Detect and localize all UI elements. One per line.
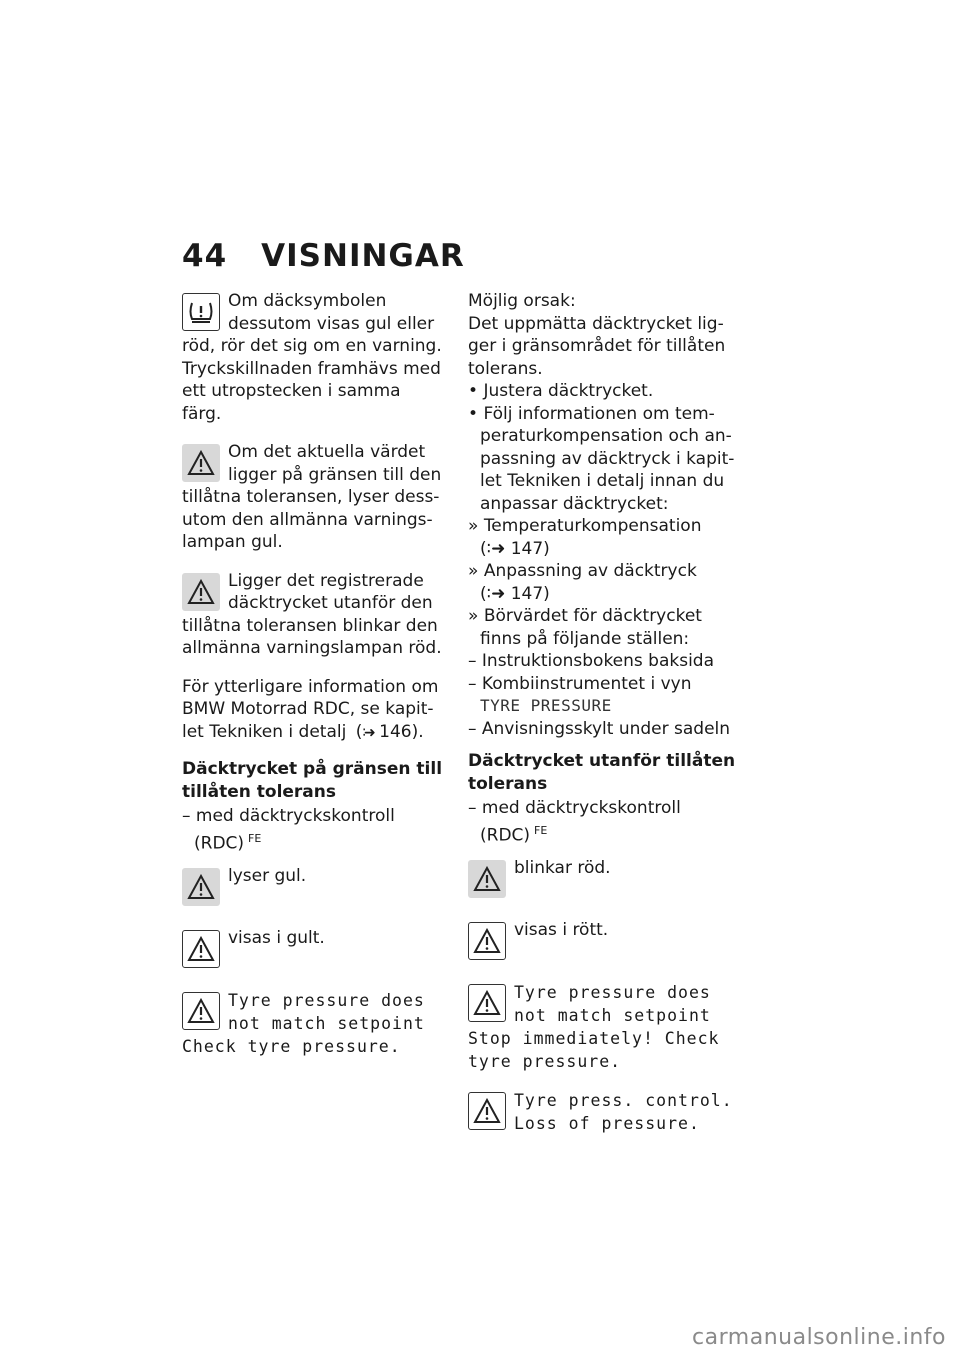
cause-label: Möjlig orsak: xyxy=(468,291,576,311)
warning-triangle-icon xyxy=(182,992,220,1030)
watermark: carmanualsonline.info xyxy=(692,1325,946,1350)
indicator-red: blinkar röd. xyxy=(468,857,736,903)
warning-triangle-icon xyxy=(468,860,506,898)
cause-text: Det uppmätta däcktrycket lig-ger i gränsområdet för tillåten tolerans. xyxy=(468,313,726,379)
outside-tolerance-paragraph: Ligger det registrerade däcktrycket utanför den tillåtna toleransen blinkar den allmänna varningslampan röd. xyxy=(182,570,442,658)
warning-triangle-icon xyxy=(182,573,220,611)
list-item: – Kombiinstrumentet i vyn TYRE PRESSURE xyxy=(468,673,736,718)
display-message: Tyre press. control. Loss of pressure. xyxy=(468,1089,736,1135)
warning-triangle-icon xyxy=(182,868,220,906)
indicator-shown-red: visas i rött. xyxy=(468,919,736,965)
warning-triangle-icon xyxy=(182,930,220,968)
limit-warning-paragraph: Om det aktuella värdet ligger på gränsen till den tillåtna toleransen, lyser dess-utom den allmänna varnings-lampan gul. xyxy=(182,442,442,552)
warning-triangle-icon xyxy=(182,444,220,482)
section-heading: Däcktrycket utanför tillåten tolerans xyxy=(468,751,736,794)
tyre-symbol-paragraph: Om däcksymbolen dessutom visas gul eller röd, rör det sig om en varning. Tryckskillnaden framhävs med ett utropstecken i samma färg. xyxy=(182,291,442,424)
reference-arrow-icon: ∶➜ xyxy=(362,724,374,741)
page-number: 44 xyxy=(182,238,228,274)
display-message: Tyre pressure does not match setpoint Stop immediately! Check tyre pressure. xyxy=(468,982,720,1071)
indicator-shown-yellow: visas i gult. xyxy=(182,927,444,973)
more-info-paragraph: För ytterligare information om BMW Motorrad RDC, se kapit-let Tekniken i detalj (∶➜ 146). xyxy=(182,676,444,745)
list-item: • Följ informationen om tem-peraturkompensation och an-passning av däcktryck i kapit-let Tekniken i detalj innan du anpassar däcktrycket: xyxy=(468,403,736,516)
page-title: VISNINGAR xyxy=(261,238,465,274)
tyre-pressure-icon xyxy=(182,293,220,331)
right-column xyxy=(468,290,736,1151)
warning-triangle-icon xyxy=(468,1092,506,1130)
list-item: • Justera däcktrycket. xyxy=(468,380,736,403)
display-message: Tyre pressure does not match setpoint Check tyre pressure. xyxy=(182,990,425,1056)
section-heading: Däcktrycket på gränsen till tillåten tolerans xyxy=(182,759,443,802)
rdc-condition: – med däcktryckskontroll (RDC) $^{FE}$ xyxy=(182,805,444,855)
page-header xyxy=(182,238,465,274)
left-column xyxy=(182,290,444,1074)
rdc-condition: – med däcktryckskontroll (RDC) $^{FE}$ xyxy=(468,797,736,847)
reference-arrow-icon: ∶➜ xyxy=(486,583,506,604)
reference-arrow-icon: ∶➜ xyxy=(486,538,506,559)
indicator-yellow: lyser gul. xyxy=(182,865,444,911)
warning-triangle-icon xyxy=(468,984,506,1022)
list-item: – Anvisningsskylt under sadeln xyxy=(468,718,736,741)
page-reference[interactable]: (∶➜ 146). xyxy=(355,721,424,742)
list-item: » Börvärdet för däcktrycket finns på följande ställen: xyxy=(468,605,736,650)
list-item: – Instruktionsbokens baksida xyxy=(468,650,736,673)
warning-triangle-icon xyxy=(468,922,506,960)
reference-item[interactable]: » Anpassning av däcktryck (∶➜ 147) xyxy=(468,560,736,605)
display-view-name: TYRE PRESSURE xyxy=(480,696,612,715)
reference-item[interactable]: » Temperaturkompensation (∶➜ 147) xyxy=(468,515,736,560)
